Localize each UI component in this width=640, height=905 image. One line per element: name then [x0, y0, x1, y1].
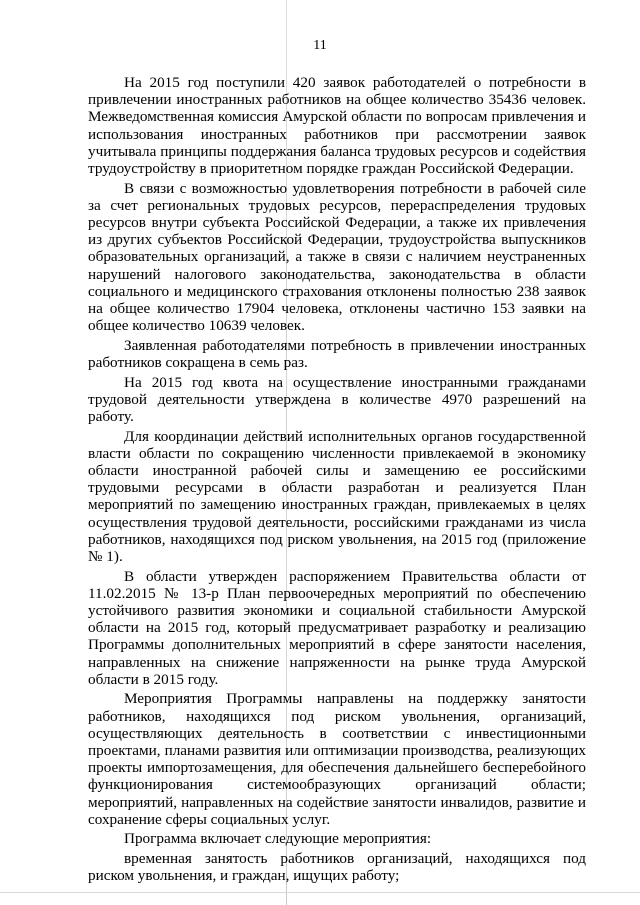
document-body — [88, 74, 586, 887]
page-number: 11 — [313, 38, 327, 53]
paragraph-rejections: В связи с возможностью удовлетворения потребности в рабочей силе за счет региональных трудовых ресурсов, перераспределения трудовых ресурсов внутри субъекта Российской Федерации, а также их привлечения из других субъектов Российской Федерации, трудоустройства выпускников образовательных организаций, а также в связи с наличием неустраненных нарушений налогового законодательства, законодательства в области социального и медицинского страхования отклонены полностью 238 заявок на общее количество 17904 человека, отклонены частично 153 заявки на общее количество 10639 человек. — [88, 179, 586, 335]
paragraph-program-measures: Мероприятия Программы направлены на поддержку занятости работников, находящихся под риском увольнения, организаций, осуществляющих деятельность в соответствии с инвестиционными проектами, планами развития или оптимизации производства, реализующих проекты импортозамещения, для обеспечения дальнейшего бесперебойного функционирования системообразующих организаций области; мероприятий, направленных на содействие занятости инвалидов, развитие и сохранение сферы социальных услуг. — [88, 690, 586, 828]
paragraph-priority-plan: В области утвержден распоряжением Правительства области от 11.02.2015 № 13-р План первоочередных мероприятий по обеспечению устойчивого развития экономики и социальной стабильности Амурской области на 2015 год, который предусматривает разработку и реализацию Программы дополнительных мероприятий в сфере занятости населения, направленных на снижение напряженности на рынке труда Амурской области в 2015 году. — [88, 567, 586, 688]
paragraph-reduction: Заявленная работодателями потребность в привлечении иностранных работников сокращена в семь раз. — [88, 336, 586, 372]
page-bottom-edge — [0, 892, 640, 893]
paragraph-program-list-intro: Программа включает следующие мероприятия: — [124, 830, 432, 848]
paragraph-temporary-employment: временная занятость работников организаций, находящихся под риском увольнения, и граждан, ищущих работу; — [88, 850, 586, 885]
paragraph-quota: На 2015 год квота на осуществление иностранными гражданами трудовой деятельности утверждена в количестве 4970 разрешений на работу. — [88, 373, 586, 426]
paragraph-applications: На 2015 год поступили 420 заявок работодателей о потребности в привлечении иностранных работников на общее количество 35436 человек. Межведомственная комиссия Амурской области по вопросам привлечения и использования иностранных работников при рассмотрении заявок учитывала принципы поддержания баланса трудовых ресурсов и содействия трудоустройству в приоритетном порядке граждан Российской Федерации. — [88, 74, 586, 178]
paragraph-coordination-plan: Для координации действий исполнительных органов государственной власти области по сокращению численности привлекаемой в экономику области иностранной рабочей силы и замещению ее российскими трудовыми ресурсами в области разработан и реализуется План мероприятий по замещению иностранных граждан, привлекаемых в целях осуществления трудовой деятельности, российскими гражданами из числа работников, находящихся под риском увольнения, на 2015 год (приложение № 1). — [88, 427, 586, 566]
